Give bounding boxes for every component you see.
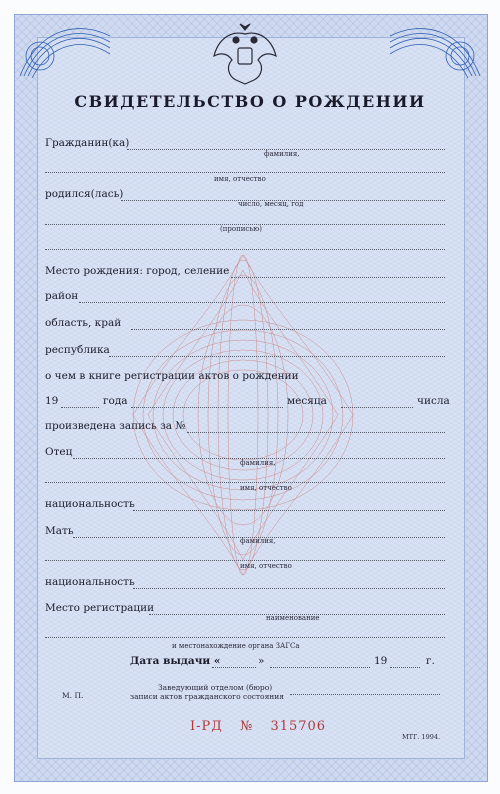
- year-word: года: [103, 395, 128, 407]
- serial-series: I-РД: [190, 719, 223, 734]
- birthplace-line[interactable]: [231, 277, 445, 278]
- issue-day-line[interactable]: [212, 667, 256, 668]
- issue-year-prefix: 19: [374, 655, 388, 667]
- blank-row: [45, 237, 445, 253]
- issue-date-label: Дата выдачи «: [130, 655, 221, 667]
- mother-label: Мать: [45, 525, 74, 537]
- surname-hint: фамилия,: [264, 150, 300, 158]
- district-row: [45, 290, 445, 306]
- record-number-row: [45, 420, 445, 436]
- citizen-row: [45, 137, 445, 153]
- year-prefix: 19: [45, 395, 59, 407]
- region-label: область, край: [45, 317, 122, 329]
- citizen-name-row: [45, 160, 445, 176]
- record-text-row: [45, 370, 445, 386]
- nationality-2-row: [45, 576, 445, 592]
- blank-line[interactable]: [45, 249, 445, 250]
- serial-number: [190, 719, 338, 734]
- nationality-1-line[interactable]: [133, 510, 445, 511]
- republic-line[interactable]: [109, 356, 445, 357]
- office-line[interactable]: [45, 637, 445, 638]
- father-label: Отец: [45, 446, 73, 458]
- stamp-place: М. П.: [62, 691, 84, 700]
- year-line[interactable]: [61, 407, 99, 408]
- record-date-row: [45, 395, 450, 411]
- mother-surname-hint: фамилия,: [240, 537, 276, 545]
- nationality-1-row: [45, 498, 445, 514]
- birthplace-label: Место рождения: город, селение: [45, 265, 230, 277]
- day-word: числа: [417, 395, 450, 407]
- document-title: СВИДЕТЕЛЬСТВО О РОЖДЕНИИ: [74, 92, 426, 111]
- office-hint: и местонахождение органа ЗАГСа: [172, 642, 300, 650]
- corner-ornament-left: [10, 16, 120, 86]
- region-row: [45, 317, 445, 333]
- office-row: [45, 625, 445, 641]
- month-word: месяца: [287, 395, 327, 407]
- father-name-hint: имя, отчество: [240, 484, 292, 492]
- nationality-2-line[interactable]: [133, 588, 445, 589]
- issue-year-line[interactable]: [390, 667, 420, 668]
- region-line[interactable]: [131, 329, 445, 330]
- issue-g: г.: [426, 655, 435, 667]
- head-title-line-2: записи актов гражданского состояния: [130, 692, 285, 701]
- issue-date-row: [130, 655, 450, 671]
- district-line[interactable]: [79, 302, 445, 303]
- serial-digits: 315706: [270, 719, 327, 734]
- mother-name-hint: имя, отчество: [240, 562, 292, 570]
- nationality-2-label: национальность: [45, 576, 135, 588]
- head-title-line-1: Заведующий отделом (бюро): [158, 683, 273, 692]
- date-hint: число, месяц, год: [238, 200, 304, 208]
- issue-quote: »: [258, 655, 265, 667]
- reg-place-row: [45, 602, 445, 618]
- record-text-label: о чем в книге регистрации актов о рождении: [45, 370, 299, 382]
- reg-place-label: Место регистрации: [45, 602, 155, 614]
- district-label: район: [45, 290, 79, 302]
- mother-name-line[interactable]: [45, 560, 445, 561]
- record-number-line[interactable]: [187, 432, 445, 433]
- naming-hint: наименование: [266, 614, 320, 622]
- day-line[interactable]: [341, 407, 413, 408]
- printer-mark: МТГ. 1994.: [402, 733, 441, 741]
- head-signature-line[interactable]: [290, 694, 440, 695]
- birthplace-row: [45, 265, 445, 281]
- citizen-name-line[interactable]: [45, 172, 445, 173]
- words-hint: (прописью): [220, 225, 262, 233]
- born-label: родился(лась): [45, 188, 124, 200]
- corner-ornament-right: [380, 16, 490, 86]
- father-surname-hint: фамилия,: [240, 459, 276, 467]
- serial-number-sign: №: [239, 719, 254, 734]
- republic-label: республика: [45, 344, 110, 356]
- republic-row: [45, 344, 445, 360]
- record-made-label: произведена запись за №: [45, 420, 186, 432]
- father-name-line[interactable]: [45, 482, 445, 483]
- nationality-1-label: национальность: [45, 498, 135, 510]
- citizen-label: Гражданин(ка): [45, 137, 130, 149]
- name-hint: имя, отчество: [214, 175, 266, 183]
- issue-month-line[interactable]: [270, 667, 370, 668]
- month-line[interactable]: [131, 407, 283, 408]
- coat-of-arms-emblem: [210, 22, 280, 88]
